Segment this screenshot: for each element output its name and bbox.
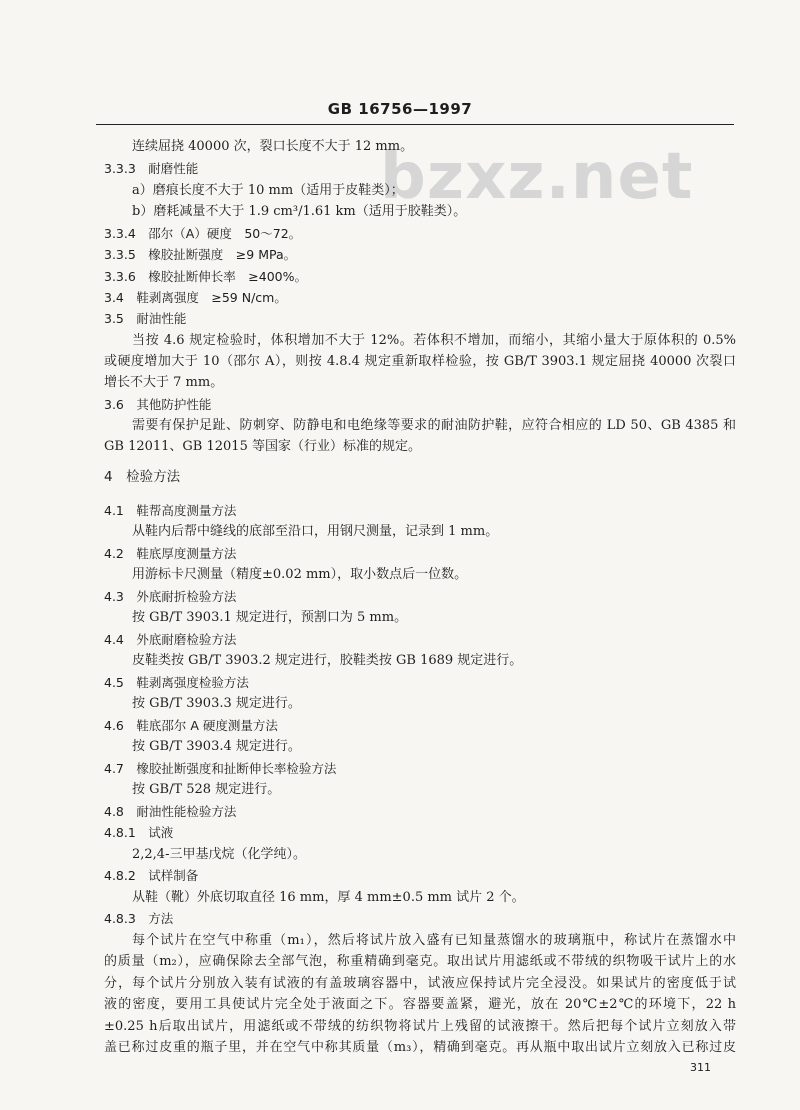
- section-heading: 4.1 鞋帮高度测量方法: [104, 503, 237, 518]
- text-line: 按 GB/T 3903.1 规定进行，预割口为 5 mm。: [132, 610, 408, 625]
- paragraph-line: 分，每个试片分别放入装有试液的有盖玻璃容器中，试液应保持试片完全浸没。如果试片的密度低于试: [104, 976, 736, 991]
- paragraph-line: GB 12011、GB 12015 等国家（行业）标准的规定。: [104, 439, 421, 454]
- section-heading: 4.8 耐油性能检验方法: [104, 804, 237, 819]
- text-line: 从鞋（靴）外底切取直径 16 mm，厚 4 mm±0.5 mm 试片 2 个。: [132, 890, 525, 905]
- section-heading: 4.7 橡胶扯断强度和扯断伸长率检验方法: [104, 761, 337, 776]
- paragraph-line: 的质量（m₂），应确保除去全部气泡，称重精确到毫克。取出试片用滤纸或不带绒的织物吸干试片上的水: [104, 954, 736, 969]
- list-item: b）磨耗减量不大于 1.9 cm³/1.61 km（适用于胶鞋类）。: [132, 204, 467, 219]
- list-item: a）磨痕长度不大于 10 mm（适用于皮鞋类）；: [132, 183, 404, 198]
- section-heading: 4.8.2 试样制备: [104, 868, 199, 883]
- section-heading: 4.3 外底耐折检验方法: [104, 589, 237, 604]
- text-line: 用游标卡尺测量（精度±0.02 mm），取小数点后一位数。: [132, 567, 468, 582]
- watermark: bzxz.net: [380, 140, 694, 214]
- section-heading: 3.3.3 耐磨性能: [104, 161, 199, 176]
- header-rule: [96, 124, 734, 125]
- section-heading: 4.8.1 试液: [104, 825, 174, 840]
- text-line: 从鞋内后帮中缝线的底部至沿口，用钢尺测量，记录到 1 mm。: [132, 524, 499, 539]
- paragraph-line: 盖已称过皮重的瓶子里，并在空气中称其质量（m₃），精确到毫克。再从瓶中取出试片立刻放入已称过皮: [104, 1040, 736, 1055]
- page-number: 311: [690, 1061, 711, 1074]
- paragraph-line: 液的密度，要用工具使试片完全处于液面之下。容器要盖紧，避光，放在 20℃±2℃的环境下，22 h: [104, 997, 736, 1012]
- section-heading: 3.6 其他防护性能: [104, 397, 212, 412]
- paragraph-line: 当按 4.6 规定检验时，体积增加不大于 12%。若体积不增加，而缩小，其缩小量大于原体积的 0.5%: [132, 333, 736, 348]
- text-line: 皮鞋类按 GB/T 3903.2 规定进行，胶鞋类按 GB 1689 规定进行。: [132, 653, 523, 668]
- text-line: 连续屈挠 40000 次，裂口长度不大于 12 mm。: [132, 139, 414, 154]
- standard-number-header: GB 16756—1997: [327, 100, 473, 118]
- chapter-heading: 4 检验方法: [104, 469, 181, 485]
- section-heading: 4.6 鞋底邵尔 A 硬度测量方法: [104, 718, 278, 733]
- paragraph-line: 增长不大于 7 mm。: [104, 375, 224, 390]
- paragraph-line: 每个试片在空气中称重（m₁），然后将试片放入盛有已知量蒸馏水的玻璃瓶中，称试片在蒸馏水中: [132, 933, 736, 948]
- text-line: 按 GB/T 528 规定进行。: [132, 782, 281, 797]
- section-heading: 3.3.4 邵尔（A）硬度 50～72。: [104, 226, 302, 241]
- text-line: 2,2,4-三甲基戊烷（化学纯）。: [132, 847, 306, 862]
- section-heading: 3.3.5 橡胶扯断强度 ≥9 MPa。: [104, 247, 297, 262]
- section-heading: 4.5 鞋剥离强度检验方法: [104, 675, 249, 690]
- section-heading: 3.4 鞋剥离强度 ≥59 N/cm。: [104, 290, 287, 305]
- text-line: 按 GB/T 3903.4 规定进行。: [132, 739, 301, 754]
- paragraph-line: 需要有保护足趾、防刺穿、防静电和电绝缘等要求的耐油防护鞋，应符合相应的 LD 50、GB 4385 和: [132, 418, 736, 433]
- text-line: 按 GB/T 3903.3 规定进行。: [132, 696, 301, 711]
- section-heading: 3.5 耐油性能: [104, 311, 187, 326]
- section-heading: 4.8.3 方法: [104, 911, 174, 926]
- paragraph-line: ±0.25 h后取出试片，用滤纸或不带绒的纺织物将试片上残留的试液擦干。然后把每个试片立刻放入带: [104, 1019, 736, 1034]
- paragraph-line: 或硬度增加大于 10（邵尔 A），则按 4.8.4 规定重新取样检验，按 GB/T 3903.1 规定屈挠 40000 次裂口: [104, 354, 736, 369]
- section-heading: 4.2 鞋底厚度测量方法: [104, 546, 237, 561]
- section-heading: 4.4 外底耐磨检验方法: [104, 632, 237, 647]
- section-heading: 3.3.6 橡胶扯断伸长率 ≥400%。: [104, 269, 308, 284]
